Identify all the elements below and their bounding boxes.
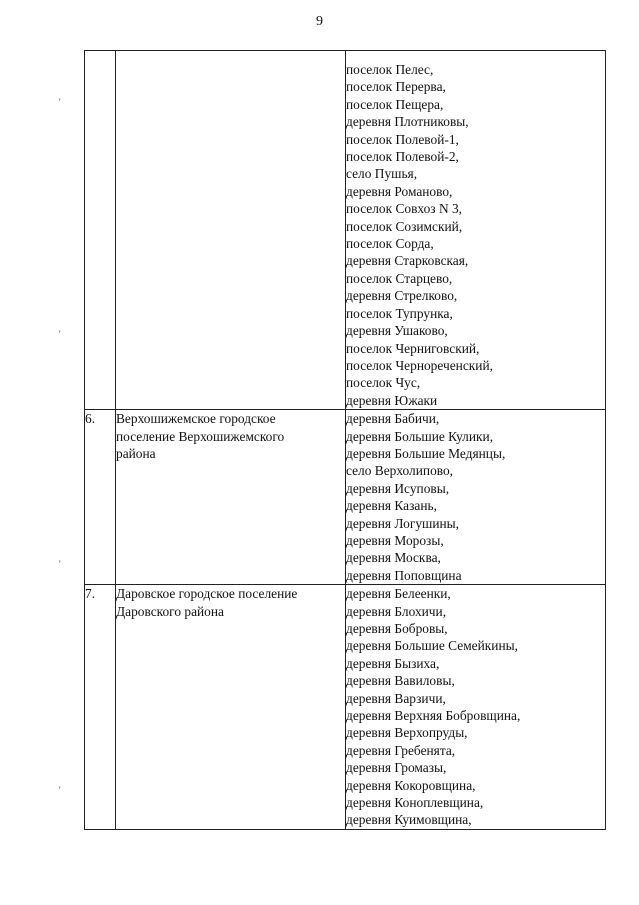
row-number-cell	[85, 51, 116, 410]
table-row	[85, 410, 606, 585]
settlement-item: поселок Пещера,	[346, 96, 444, 112]
settlement-item: деревня Варзичи,	[346, 690, 446, 706]
settlements-table	[84, 50, 606, 830]
settlement-item: деревня Блохичи,	[346, 603, 447, 619]
settlement-item: деревня Романово,	[346, 183, 453, 199]
settlement-item: поселок Перерва,	[346, 79, 446, 95]
settlement-item: деревня Ушаково,	[346, 323, 448, 339]
settlements-cell	[346, 51, 606, 410]
margin-mark: '	[59, 559, 61, 569]
settlement-item: поселок Созимский,	[346, 218, 463, 234]
settlement-item: деревня Верхопруды,	[346, 725, 468, 741]
settlement-item: деревня Бобровы,	[346, 621, 448, 636]
row-number: 7.	[85, 586, 96, 602]
settlement-item: поселок Совхоз N 3,	[346, 201, 463, 217]
settlement-item: деревня Куимовщина,	[346, 812, 472, 828]
settlement-item: деревня Коноплевщина,	[346, 795, 484, 811]
settlement-item: деревня Казань,	[346, 498, 437, 514]
settlement-item: поселок Полевой-2,	[346, 149, 459, 165]
row-number-cell	[85, 585, 116, 830]
settlements-cell	[346, 585, 606, 830]
settlement-item: деревня Большие Семейкины,	[346, 638, 518, 654]
settlement-item: село Верхолипово,	[346, 463, 454, 479]
settlement-item: поселок Сорда,	[346, 236, 434, 252]
margin-mark: '	[59, 785, 61, 795]
settlement-item: поселок Полевой-1,	[346, 131, 459, 147]
settlement-item: деревня Плотниковы,	[346, 114, 469, 130]
settlement-item: поселок Чернореченский,	[346, 357, 493, 373]
municipality-cell	[116, 410, 346, 585]
settlement-item: деревня Стрелково,	[346, 288, 458, 304]
settlement-item: деревня Южаки	[346, 392, 438, 408]
settlement-item: поселок Черниговский,	[346, 340, 480, 356]
page-number: 9	[316, 14, 323, 29]
settlement-item: село Пушья,	[346, 166, 418, 182]
settlement-item: деревня Москва,	[346, 550, 441, 566]
settlement-item: деревня Бызиха,	[346, 655, 440, 671]
settlement-item: деревня Гребенята,	[346, 742, 456, 758]
settlement-item: деревня Большие Кулики,	[346, 428, 494, 444]
margin-mark: '	[59, 329, 61, 339]
municipality-cell	[116, 585, 346, 830]
settlement-item: деревня Большие Медянцы,	[346, 445, 506, 461]
settlement-item: деревня Поповщина	[346, 567, 462, 583]
settlement-item: деревня Вавиловы,	[346, 673, 455, 689]
municipality-name-line: Даровское городское поселение	[116, 586, 298, 602]
settlement-item: поселок Чус,	[346, 375, 421, 391]
margin-mark: '	[59, 97, 61, 107]
settlement-item: деревня Белеенки,	[346, 586, 451, 602]
row-number-cell	[85, 410, 116, 585]
settlement-item: деревня Морозы,	[346, 532, 444, 548]
settlement-item: деревня Бабичи,	[346, 411, 440, 427]
settlement-item: деревня Кокоровщина,	[346, 777, 476, 793]
municipality-name-line: района	[116, 445, 156, 461]
row-number: 6.	[85, 411, 96, 427]
settlement-item: деревня Старковская,	[346, 253, 469, 269]
municipality-name-line: поселение Верхошижемского	[116, 428, 285, 444]
settlement-item: деревня Верхняя Бобровщина,	[346, 708, 521, 724]
municipality-name-line: Даровского района	[116, 603, 224, 619]
municipality-cell	[116, 51, 346, 410]
settlement-item: деревня Исуповы,	[346, 480, 450, 496]
municipality-name-line: Верхошижемское городское	[116, 411, 276, 427]
table-row	[85, 585, 606, 830]
settlement-item: поселок Пелес,	[346, 62, 434, 77]
settlement-item: поселок Тупрунка,	[346, 305, 453, 321]
settlement-item: деревня Логушины,	[346, 515, 460, 531]
table-row	[85, 51, 606, 410]
settlement-item: поселок Старцево,	[346, 270, 453, 286]
settlements-cell	[346, 410, 606, 585]
settlement-item: деревня Громазы,	[346, 760, 447, 776]
